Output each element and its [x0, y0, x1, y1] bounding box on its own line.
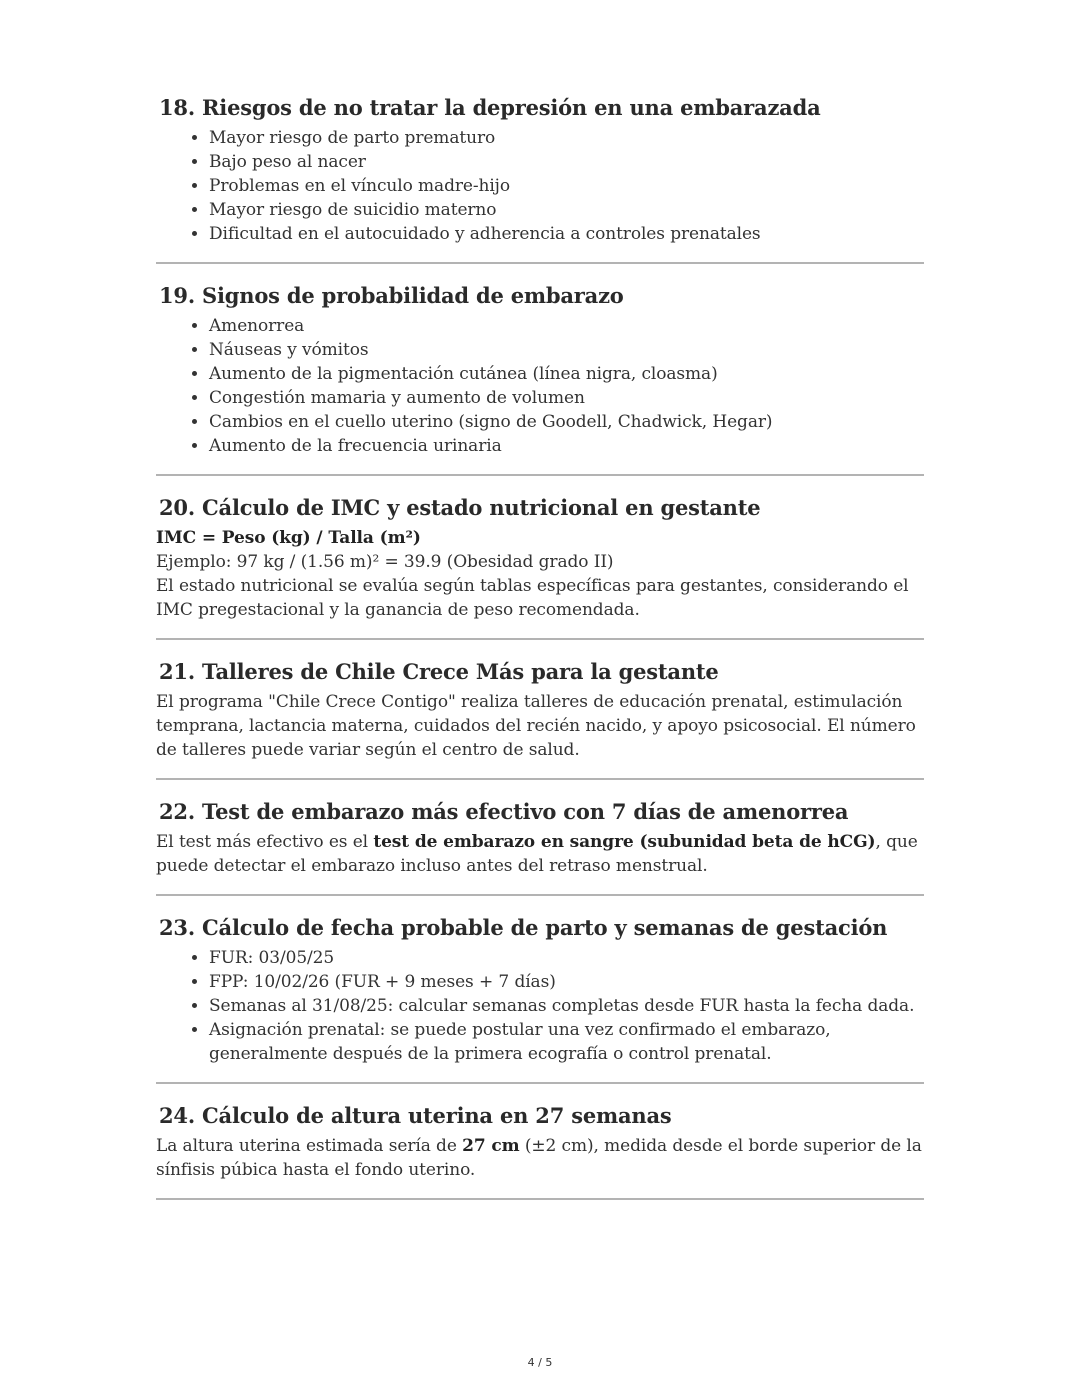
section-18 [156, 94, 924, 246]
document-page [156, 94, 924, 1218]
list-item: • Náuseas y vómitos [209, 338, 924, 362]
list-item: • Semanas al 31/08/25: calcular semanas completas desde FUR hasta la fecha dada. [209, 994, 924, 1018]
section-19 [156, 282, 924, 458]
divider [156, 894, 924, 896]
divider [156, 1198, 924, 1200]
list-item: • Congestión mamaria y aumento de volumen [209, 386, 924, 410]
list-item: • Aumento de la frecuencia urinaria [209, 434, 924, 458]
bullet-list [156, 126, 924, 246]
formula: IMC = Peso (kg) / Talla (m²) [156, 528, 421, 548]
divider [156, 638, 924, 640]
divider [156, 262, 924, 264]
divider [156, 474, 924, 476]
list-item: • Mayor riesgo de suicidio materno [209, 198, 924, 222]
section-23 [156, 914, 924, 1066]
section-title: 22. Test de embarazo más efectivo con 7 días de amenorrea [159, 799, 849, 824]
list-item: • Mayor riesgo de parto prematuro [209, 126, 924, 150]
section-20 [156, 494, 924, 622]
bullet-list [156, 946, 924, 1066]
list-item: • Aumento de la pigmentación cutánea (línea nigra, cloasma) [209, 362, 924, 386]
list-item: • Asignación prenatal: se puede postular una vez confirmado el embarazo, generalmente después de la primera ecografía o control prenatal. [209, 1018, 924, 1066]
section-title: 21. Talleres de Chile Crece Más para la gestante [159, 659, 719, 684]
section-title: 23. Cálculo de fecha probable de parto y semanas de gestación [159, 915, 888, 940]
list-item: • FUR: 03/05/25 [209, 946, 924, 970]
list-item: • Bajo peso al nacer [209, 150, 924, 174]
list-item: • Cambios en el cuello uterino (signo de Goodell, Chadwick, Hegar) [209, 410, 924, 434]
section-24 [156, 1102, 924, 1182]
section-21 [156, 658, 924, 762]
list-item: • Amenorrea [209, 314, 924, 338]
page-indicator: 4 / 5 [527, 1356, 553, 1369]
paragraph: La altura uterina estimada sería de 27 cm (±2 cm), medida desde el borde superior de la sínfisis púbica hasta el fondo uterino. [156, 1136, 922, 1180]
list-item: • Dificultad en el autocuidado y adherencia a controles prenatales [209, 222, 924, 246]
section-title: 20. Cálculo de IMC y estado nutricional en gestante [159, 495, 761, 520]
paragraph: El test más efectivo es el test de embarazo en sangre (subunidad beta de hCG), que puede detectar el embarazo incluso antes del retraso menstrual. [156, 832, 918, 876]
list-item: • FPP: 10/02/26 (FUR + 9 meses + 7 días) [209, 970, 924, 994]
list-item: • Problemas en el vínculo madre-hijo [209, 174, 924, 198]
bullet-list [156, 314, 924, 458]
divider [156, 1082, 924, 1084]
example: Ejemplo: 97 kg / (1.56 m)² = 39.9 (Obesidad grado II) [156, 552, 614, 572]
paragraph: El programa "Chile Crece Contigo" realiza talleres de educación prenatal, estimulación temprana, lactancia materna, cuidados del recién nacido, y apoyo psicosocial. El número de talleres puede variar según el centro de salud. [156, 692, 916, 760]
section-title: 18. Riesgos de no tratar la depresión en una embarazada [159, 95, 821, 120]
paragraph: El estado nutricional se evalúa según tablas específicas para gestantes, considerando el IMC pregestacional y la ganancia de peso recomendada. [156, 576, 909, 620]
section-title: 19. Signos de probabilidad de embarazo [159, 283, 624, 308]
divider [156, 778, 924, 780]
section-title: 24. Cálculo de altura uterina en 27 semanas [159, 1103, 672, 1128]
section-22 [156, 798, 924, 878]
